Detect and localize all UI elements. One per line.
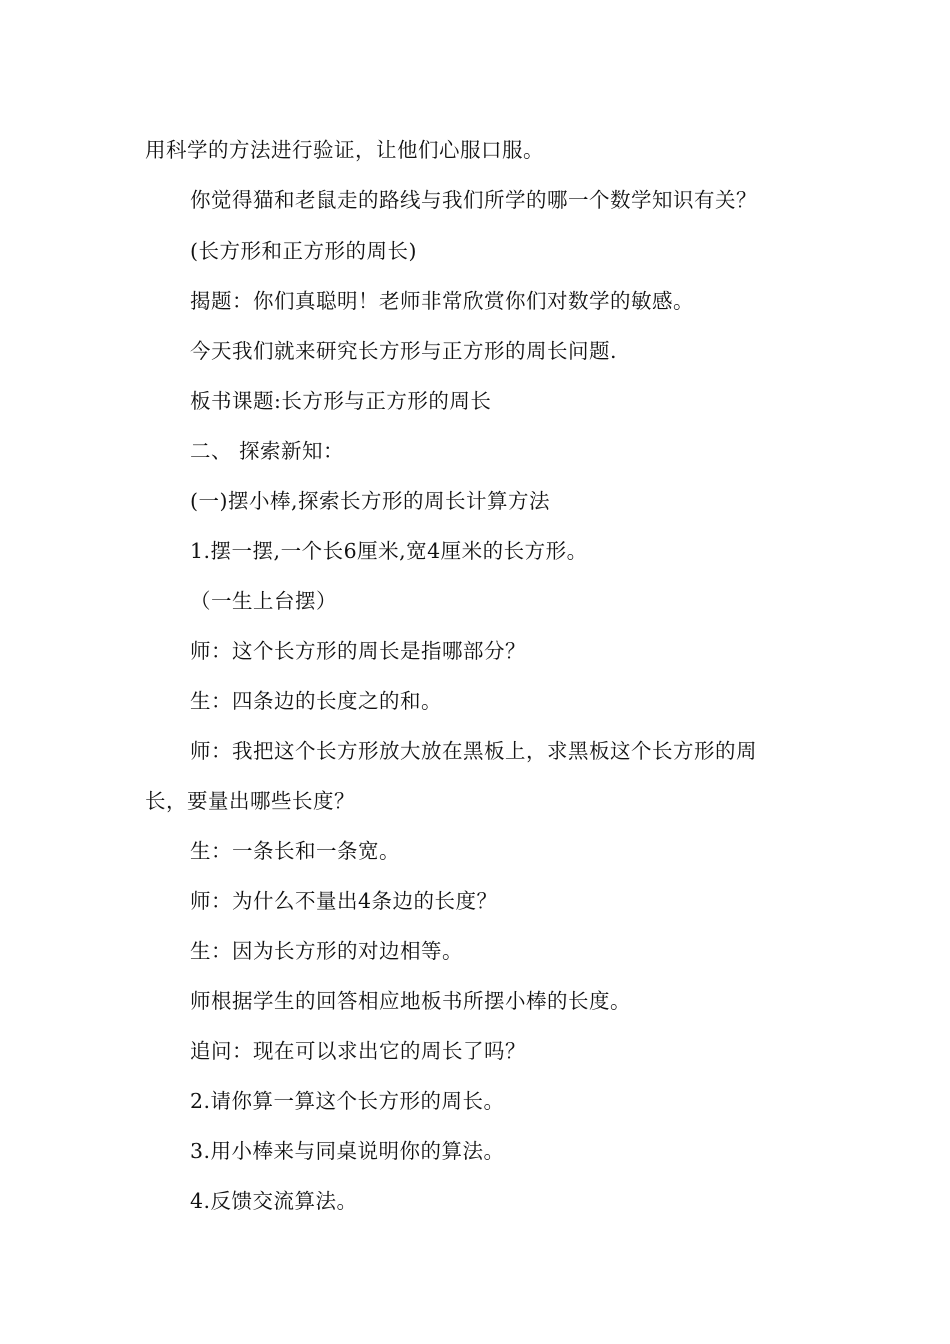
text-line: 师：我把这个长方形放大放在黑板上，求黑板这个长方形的周: [190, 739, 757, 763]
text-line: 生：四条边的长度之的和。: [190, 689, 442, 713]
section-heading: 二、 探索新知：: [190, 439, 345, 463]
text-line: （一生上台摆）: [190, 589, 337, 613]
text-line: 4.反馈交流算法。: [190, 1189, 358, 1213]
text-line: 揭题：你们真聪明！老师非常欣赏你们对数学的敏感。: [190, 289, 694, 313]
text-line: 生：因为长方形的对边相等。: [190, 939, 463, 963]
text-line: 长，要量出哪些长度？: [145, 789, 355, 813]
text-line: 师：这个长方形的周长是指哪部分？: [190, 639, 526, 663]
text-line: 3.用小棒来与同桌说明你的算法。: [190, 1139, 505, 1163]
text-line: 板书课题:长方形与正方形的周长: [190, 389, 492, 413]
text-line: 用科学的方法进行验证，让他们心服口服。: [145, 138, 544, 162]
text-line: (长方形和正方形的周长): [190, 239, 417, 263]
text-line: 1.摆一摆,一个长6厘米,宽4厘米的长方形。: [190, 539, 588, 563]
text-line: 师根据学生的回答相应地板书所摆小棒的长度。: [190, 989, 631, 1013]
text-line: 你觉得猫和老鼠走的路线与我们所学的哪一个数学知识有关？: [190, 188, 757, 212]
text-line: 今天我们就来研究长方形与正方形的周长问题.: [190, 339, 618, 363]
text-line: 师：为什么不量出4条边的长度？: [190, 889, 498, 913]
text-line: 生：一条长和一条宽。: [190, 839, 400, 863]
subsection-heading: (一)摆小棒,探索长方形的周长计算方法: [190, 489, 551, 513]
text-line: 追问：现在可以求出它的周长了吗？: [190, 1039, 526, 1063]
text-line: 2.请你算一算这个长方形的周长。: [190, 1089, 505, 1113]
